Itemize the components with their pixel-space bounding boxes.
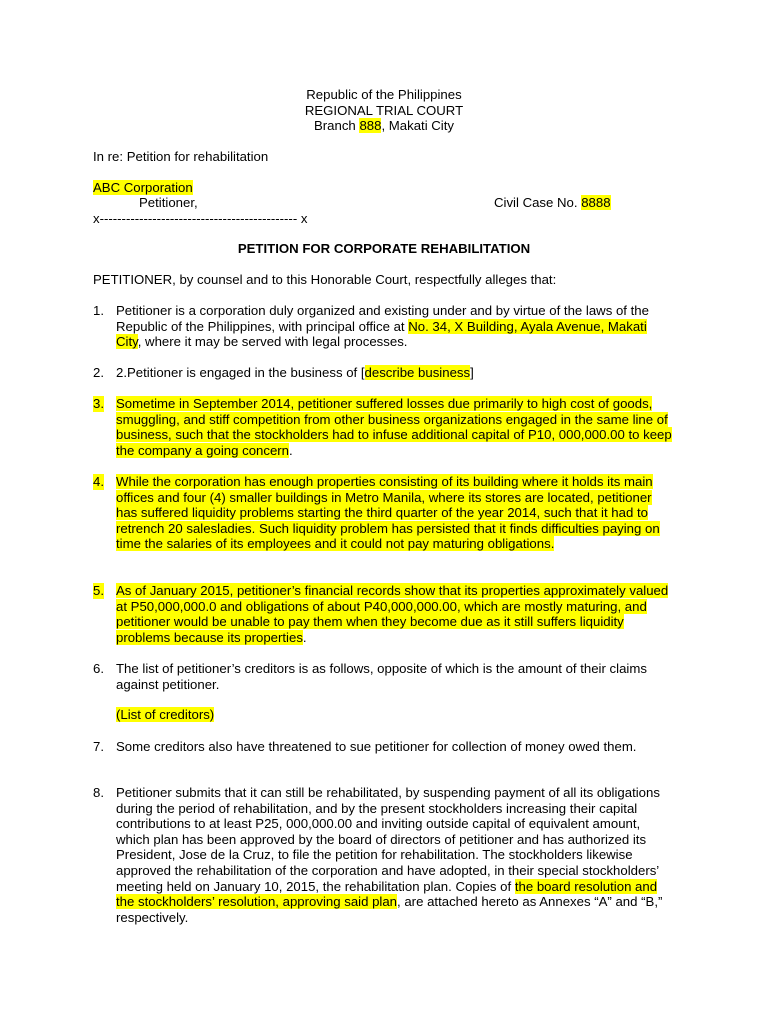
branch-prefix: Branch [313, 118, 360, 133]
header-republic: Republic of the Philippines [306, 87, 462, 102]
petitioner-label: Petitioner, [139, 195, 198, 210]
paragraph-number: 6. [93, 661, 104, 676]
annexed-resolutions: the board resolution and the stockholders’ resolution, approving said plan [116, 878, 658, 910]
paragraph-3 [93, 396, 673, 458]
list-of-creditors-placeholder: (List of creditors) [116, 707, 215, 723]
paragraph-6 [93, 661, 673, 723]
petitioner-name [93, 180, 193, 196]
civil-case-number [494, 195, 611, 211]
petitioner-name-text: ABC Corporation [93, 180, 193, 195]
branch-number: 888 [359, 118, 382, 133]
header-court: REGIONAL TRIAL COURT [304, 103, 464, 118]
paragraph-7 [93, 739, 673, 755]
header-branch [0, 118, 768, 134]
paragraph-text: While the corporation has enough properties consisting of its building where it holds its main offices and four (4) smaller buildings in Metro Manila, where its stores are located, petitioner has suffered liquidity problems starting the third quarter of the year 2014, such that it had to retrench 20 salesladies. Such liquidity problem has persisted that it finds difficulties paying on time the salaries of its employees and it could not pay maturing obligations. [116, 474, 660, 552]
paragraph-5 [93, 583, 673, 645]
paragraph-number: 8. [93, 785, 104, 800]
case-number: 8888 [581, 195, 611, 210]
paragraph-text: Petitioner submits that it can still be rehabilitated, by suspending payment of all its obligations during the period of rehabilitation, and by the present stockholders increasing their capital contributions to at least P25, 000,000.00 and inviting outside capital of equivalent amount, which plan has been approved by the board of directors of petitioner and has authorized its President, Jose de la Cruz, to file the petition for rehabilitation. The stockholders likewise approved the rehabilitation of the corporation and have adopted, in their special stockholders’ meeting held on January 10, 2015, the rehabilitation plan. Copies of [116, 785, 660, 894]
caption-separator: x--------------------------------------------- x [93, 211, 308, 226]
paragraph-4 [93, 474, 673, 552]
paragraph-1 [93, 303, 673, 350]
paragraph-text: As of January 2015, petitioner’s financial records show that its properties approximately valued at P50,000,000.0 and obligations of about P40,000,000.00, which are mostly maturing, and petitioner would be unable to pay them when they become due as it still suffers liquidity problems because its properties [116, 583, 669, 645]
principal-office-address: No. 34, X Building, Ayala Avenue, Makati City [116, 318, 647, 350]
paragraph-8 [93, 785, 673, 925]
paragraph-text: 2.Petitioner is engaged in the business of [ [116, 365, 365, 380]
intro-paragraph: PETITIONER, by counsel and to this Honorable Court, respectfully alleges that: [93, 272, 557, 287]
in-re-line: In re: Petition for rehabilitation [93, 149, 269, 164]
paragraph-number: 5. [93, 583, 104, 598]
case-label: Civil Case No. [494, 195, 582, 210]
paragraph-text-end: , where it may be served with legal processes. [137, 334, 408, 350]
paragraph-number: 7. [93, 739, 104, 754]
paragraph-number: 1. [93, 303, 104, 318]
paragraph-text-end: . [302, 629, 307, 645]
paragraph-2 [93, 365, 673, 381]
paragraph-text: Petitioner is a corporation duly organized and existing under and by virtue of the laws of the Republic of the Philippines, with principal office at [116, 303, 649, 334]
paragraph-text: The list of petitioner’s creditors is as follows, opposite of which is the amount of their claims against petitioner. [116, 661, 647, 692]
paragraph-number: 2. [93, 365, 104, 380]
paragraph-text-end: , are attached hereto as Annexes “A” and “B,” respectively. [116, 894, 663, 925]
paragraph-text: Sometime in September 2014, petitioner suffered losses due primarily to high cost of goods, smuggling, and stiff competition from other business organizations engaged in the same line of business, such that the stockholders had to infuse additional capital of P10, 000,000.00 to keep the company a going concern [116, 396, 672, 458]
paragraph-number: 3. [93, 396, 104, 411]
paragraph-text-end: ] [470, 365, 474, 380]
paragraph-text: Some creditors also have threatened to sue petitioner for collection of money owed them. [116, 739, 637, 754]
branch-suffix: , Makati City [381, 118, 454, 133]
paragraph-number: 4. [93, 474, 104, 489]
document-title: PETITION FOR CORPORATE REHABILITATION [237, 241, 531, 256]
business-description-placeholder: describe business [364, 365, 471, 380]
paragraph-text-end: . [289, 442, 293, 458]
